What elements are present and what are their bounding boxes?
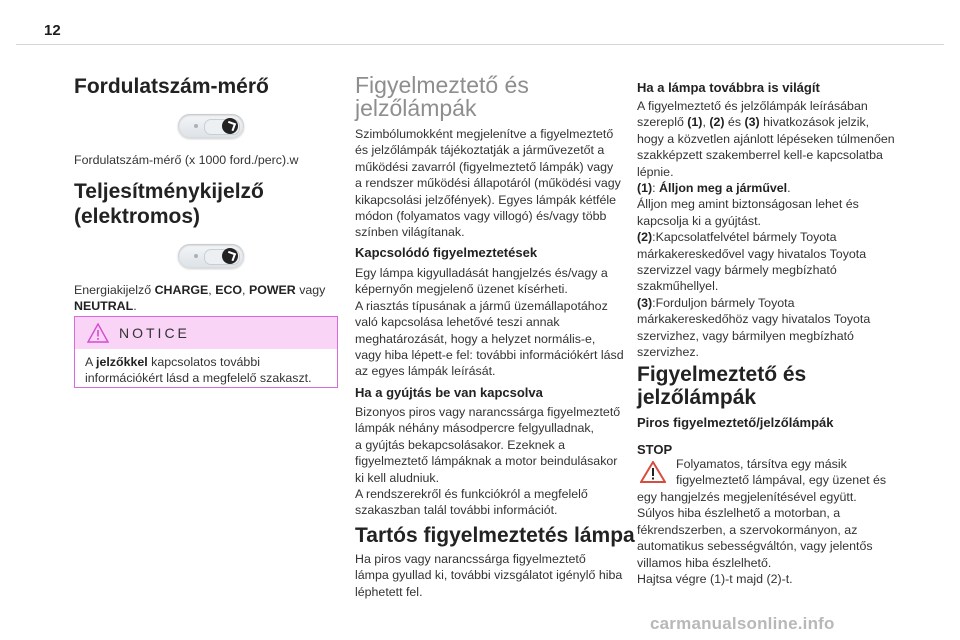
light-stays-on-text: A figyelmeztető és jelzőlámpák leírásában szereplő (1), (2) és (3) hivatkozások jelzik, hogy a közvetlen ajánlott lépéseken túlmenően szakképzett szakemberrel kell-e kapcsolatba lépnie. (1): Álljon meg a járművel. Álljon meg amint biztonságosan lehet és kapcsolja ki a gyújtást. (2):Kapcsolatfelvétel bármely Toyota márkakereskedővel vagy hivatalos Toyota szervizzel vagy bármely megbízható szakműhellyel. (3):Forduljon bármely Toyota márkakereskedőhöz vagy hivatalos Toyota szervizhez, vagy bármilyen megbízható szervizhez.: [637, 99, 895, 360]
ignition-on-heading: Ha a gyújtás be van kapcsolva: [355, 385, 543, 400]
power-meter-heading-line2: (elektromos): [74, 205, 201, 228]
notice-header: [75, 317, 337, 349]
stop-description-continued: egy hangjelzés megjelenítésével együtt. Súlyos hiba észlelhető a motorban, a fékrendszerben, a szervokormányon, az automatikus sebességváltón, vagy jelentős villamos hiba észlelhető. Hajtsa végre (1)-t majd (2)-t.: [637, 490, 873, 587]
notice-text: A jelzőkkel kapcsolatos további információkért lásd a megfelelő szakaszt.: [85, 355, 312, 386]
warning-lights-heading-2: Figyelmeztető és jelzőlámpák: [637, 363, 807, 409]
page-number: 12: [44, 22, 61, 39]
caution-triangle-icon: [87, 323, 109, 343]
tachometer-icon: [178, 114, 244, 138]
stop-description: Folyamatos, társítva egy másik figyelmeztető lámpával, egy üzenet és: [676, 457, 887, 488]
persistent-warning-heading: Tartós figyelmeztetés lámpa: [355, 524, 635, 547]
power-meter-icon: [178, 244, 244, 268]
light-stays-on-heading: Ha a lámpa továbbra is világít: [637, 80, 820, 95]
ignition-on-text: Bizonyos piros vagy narancssárga figyelmeztető lámpák néhány másodpercre felgyulladnak, a gyújtás bekapcsolásakor. Ezeknek a figyelmeztető lámpáknak a motor beindulásakor ki kell aludniuk. A rendszerekről és funkciókról a megfelelő szakaszban talál további információt.: [355, 405, 621, 518]
red-lights-heading: Piros figyelmeztető/jelzőlámpák: [637, 415, 834, 430]
header-divider: [16, 44, 944, 45]
persistent-warning-text: Ha piros vagy narancssárga figyelmeztető lámpa gyullad ki, további vizsgálatot igénylő hiba léphetett fel.: [355, 552, 623, 599]
watermark: carmanualsonline.info: [650, 614, 835, 633]
tachometer-text: Fordulatszám-mérő (x 1000 ford./perc).w: [74, 153, 299, 167]
power-meter-text: Energiakijelző CHARGE, ECO, POWER vagy NEUTRAL.: [74, 283, 326, 314]
notice-box: [74, 316, 338, 388]
warning-lights-heading: Figyelmeztető és jelzőlámpák: [355, 72, 529, 121]
tachometer-heading: Fordulatszám-mérő: [74, 75, 269, 98]
warning-lights-intro: Szimbólumokként megjelenítve a figyelmeztető és jelzőlámpák tájékoztatják a járművezetőt a működési zavarról (figyelmeztető lámpák) vagy a rendszer működési állapotáról (működési vagy kikapcsolási jelzőfények). Egyes lámpák kétféle módon (folyamatos vagy villogó) és/vagy több színben világítanak.: [355, 127, 621, 240]
warning-triangle-icon: [640, 461, 666, 483]
related-warnings-heading: Kapcsolódó figyelmeztetések: [355, 245, 538, 260]
related-warnings-text: Egy lámpa kigyulladását hangjelzés és/vagy a képernyőn megjelenő üzenet kísérheti. A riasztás típusának a jármű üzemállapotához való kapcsolása lehetővé teszi annak meghatározását, hogy a helyzet normális-e, vagy hiba lépett-e fel: további információkért lásd az egyes lámpák leírását.: [355, 266, 624, 379]
stop-label: STOP: [637, 442, 673, 457]
notice-title: NOTICE: [119, 325, 190, 341]
power-meter-heading-line1: Teljesítménykijelző: [74, 180, 264, 203]
